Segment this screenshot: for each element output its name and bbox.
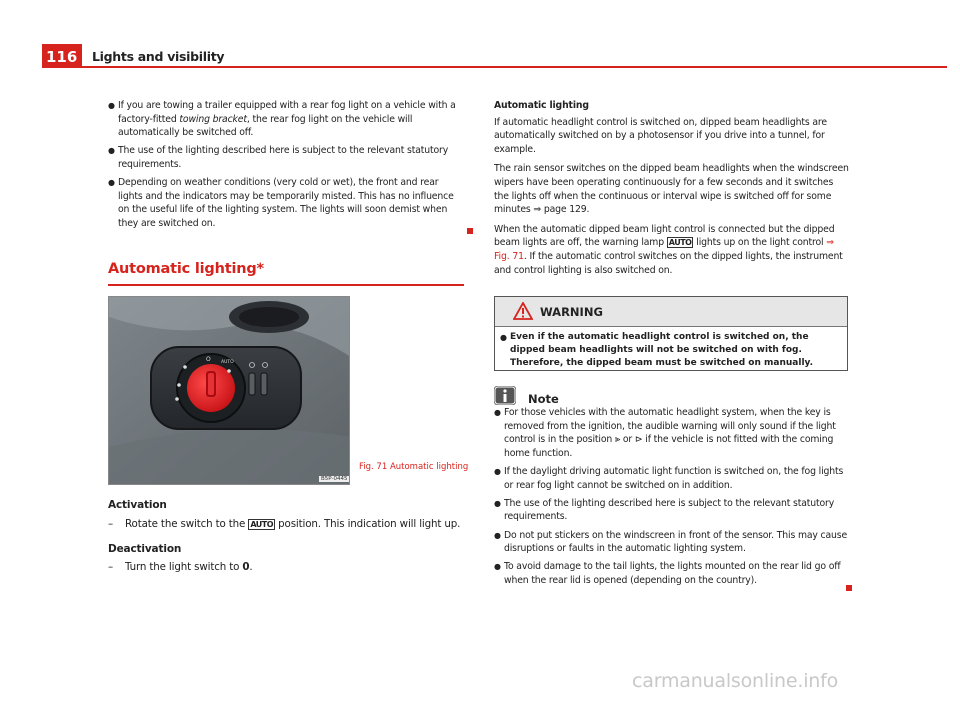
bullet-icon: ● <box>108 101 115 110</box>
warning-triangle-icon <box>513 302 533 320</box>
warning-box <box>494 296 848 371</box>
list-item <box>108 99 463 140</box>
step-text: Turn the light switch to <box>125 561 240 574</box>
list-item: ● To avoid damage to the tail lights, the lights mounted on the rear lid go off when the rear lid is opened (depending on the country). <box>494 561 841 586</box>
warning-header <box>495 297 847 327</box>
left-intro-bullets <box>108 99 463 239</box>
step-text: Rotate the switch to the <box>125 517 246 530</box>
auto-symbol-icon: AUTO <box>250 519 274 529</box>
header-rule <box>82 66 947 68</box>
section-title: Automatic lighting* <box>108 261 264 277</box>
list-item: ● If the daylight driving automatic light function is switched on, the fog lights or rear fog light cannot be switched on in addition. <box>494 465 844 491</box>
section-rule <box>108 284 464 286</box>
paragraph: If automatic headlight control is switched on, dipped beam headlights are automatically switched on by a photosensor if you drive into a tunnel, for example. <box>494 116 827 155</box>
bullet-text: The use of the lighting described here is subject to the relevant statutory requirements. <box>118 145 449 170</box>
figure-light-switch-photo <box>108 296 350 485</box>
dash-icon: – <box>108 517 113 530</box>
list-item: – Turn the light switch to 0. <box>108 561 253 574</box>
paragraph: When the automatic dipped beam light control is connected but the dipped beam lights are off, the warning lamp AUTO lights up on the light control ⇒ Fig. 71. If the automatic control switches on the dipped lights, the instrument and control lighting is also switched on. <box>494 223 843 276</box>
warning-title: WARNING <box>540 305 603 319</box>
bullet-text: If you are towing a trailer equipped with a rear fog light on a vehicle with a factory-fitted <box>118 100 456 125</box>
dash-icon: – <box>108 561 113 574</box>
right-heading: Automatic lighting <box>494 100 589 111</box>
list-item <box>108 144 463 171</box>
note-header <box>494 384 559 406</box>
deactivation-heading: Deactivation <box>108 542 182 555</box>
list-item: ● Do not put stickers on the windscreen in front of the sensor. This may cause disruptions or faults in the automatic lighting system. <box>494 529 848 555</box>
warning-body <box>495 327 847 375</box>
switch-label-off: O <box>206 356 211 363</box>
switch-label-auto: AUTO <box>221 360 234 365</box>
note-list <box>494 406 850 596</box>
bullet-icon: ● <box>494 408 501 417</box>
chapter-title: Lights and visibility <box>92 49 225 64</box>
watermark: carmanualsonline.info <box>632 670 839 692</box>
bullet-text: , the rear fog light on the vehicle will automatically be switched off. <box>118 113 413 139</box>
figure-reference-link[interactable]: ⇒ Fig. 71 <box>494 237 834 262</box>
bullet-icon: ● <box>494 498 501 508</box>
bullet-text: Depending on weather conditions (very cold or wet), the front and rear lights and the indicators may be temporarily misted. This has no influence on the useful life of the lighting system. The lights will soon demist when they are switched on. <box>118 177 454 229</box>
step-text: position. This indication will light up. <box>278 517 461 530</box>
bullet-icon: ● <box>500 333 507 342</box>
emphasis-text: towing bracket <box>179 113 247 125</box>
auto-symbol-icon: AUTO <box>668 238 692 248</box>
section-end-marker <box>846 585 852 591</box>
note-info-icon <box>494 386 516 405</box>
activation-block <box>108 499 463 575</box>
warning-text: Even if the automatic headlight control is switched on, the dipped beam headlights will not be switched on with fog. Therefore, the dipped beam must be switched on manually. <box>510 332 813 369</box>
page-number: 116 <box>46 48 78 66</box>
list-item <box>108 176 463 230</box>
figure-code: B5P-0445 <box>321 476 348 482</box>
bullet-icon: ● <box>494 530 501 540</box>
page-reference-link[interactable]: ⇒ page 129. <box>533 204 590 216</box>
light-switch-illustration <box>109 297 350 485</box>
section-end-marker <box>467 228 473 234</box>
activation-heading: Activation <box>108 499 167 511</box>
bullet-icon: ● <box>494 466 501 476</box>
dipped-beam-symbol-icon: ⊳ <box>634 434 643 446</box>
bullet-icon: ● <box>108 146 115 156</box>
figure-caption: Fig. 71 Automatic lighting <box>359 462 469 472</box>
bullet-icon: ● <box>108 178 115 188</box>
fog-light-symbol-icon: ⫸ <box>614 434 621 446</box>
right-text-block <box>494 99 849 277</box>
note-title: Note <box>528 392 559 406</box>
list-item: ● For those vehicles with the automatic headlight system, when the key is removed from the ignition, the audible warning will only sound if the light control is in the position ⫸ or ⊳ if the vehicle is not fitted with the coming home function. <box>494 407 836 459</box>
paragraph: The rain sensor switches on the dipped beam headlights when the windscreen wipers have been operating continuously for a few seconds and it switches the lights off when the continuous or interval wipe is switched off for some minutes ⇒ page 129. <box>494 163 849 216</box>
list-item: ● The use of the lighting described here is subject to the relevant statutory requirements. <box>494 497 835 523</box>
bullet-icon: ● <box>494 562 501 572</box>
list-item <box>108 517 463 532</box>
off-symbol-icon: 0 <box>242 561 250 574</box>
